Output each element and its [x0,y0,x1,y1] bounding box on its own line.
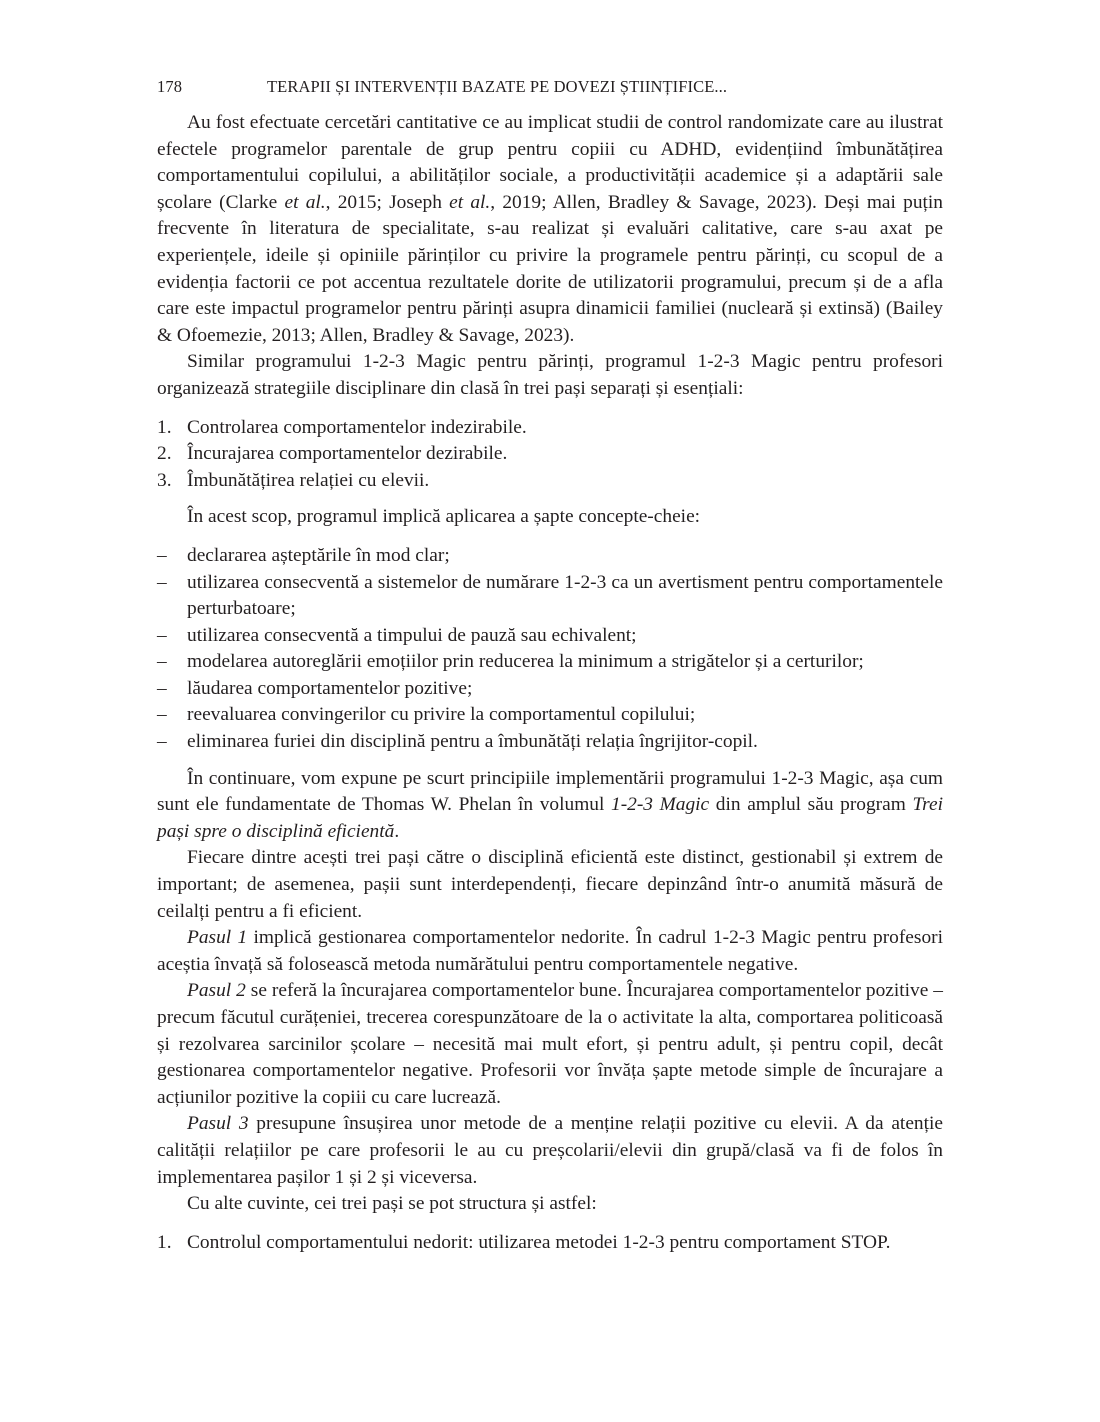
dash-marker: – [157,704,167,726]
list-item-text: reevaluarea convingerilor cu privire la comportamentul copilului; [187,704,696,726]
list-item [157,415,943,442]
book-title: 1-2-3 Magic [611,794,710,816]
running-header [157,74,943,100]
paragraph-steps-distinct: Fiecare dintre acești trei pași către o disciplină eficientă este distinct, gestionabil și extrem de important; de asemenea, pașii sunt interdependenți, fiecare depinzând într-o anumită măsură de ceilalți pentru a fi eficient. [157,847,943,922]
steps-list [157,415,943,495]
list-marker: 2. [157,443,172,465]
list-item-text: Îmbunătățirea relației cu elevii. [187,469,430,491]
list-marker: 1. [157,1231,172,1253]
dash-marker: – [157,731,167,753]
paragraph-step-1 [157,925,943,978]
list-item [157,729,943,756]
paragraph-concepts-intro: În acest scop, programul implică aplicarea a șapte concepte-cheie: [187,506,701,528]
text-run: , 2019; Allen, Bradley & Savage, 2023). Deși mai puțin frecvente în literatura de specialitate, s-au realizat și evaluări calitative, care s-au axat pe experiențele, ideile și opiniile părinților cu privire la programele pentru părinți, cu scopul de a evidenția factorii ce pot accentua rezultatele dorite de utilizatorii programului, precum și de a afla care este impactul programelor pentru părinți asupra dinamicii familiei (nucleară și extinsă) (Bailey & Ofoemezie, 2013; Allen, Bradley & Savage, 2023). [157,191,944,346]
paragraph-research [157,110,943,349]
step-label: Pasul 3 [187,1113,249,1135]
list-item-text: declararea așteptările în mod clar; [187,544,450,566]
paragraph-step-2 [157,978,943,1111]
list-item-text: Încurajarea comportamentelor dezirabile. [187,443,508,465]
final-list [157,1230,943,1257]
text-run: din amplul său program [709,794,913,816]
page-number: 178 [157,77,183,96]
program-title: Trei pași spre o disciplină eficientă [157,794,944,842]
list-item [157,676,943,703]
list-item [157,543,943,570]
step-label: Pasul 2 [187,980,246,1002]
text-run: implică gestionarea comportamentelor nedorite. În cadrul 1-2-3 Magic pentru profesori aceștia învață să folosească metoda numărătului pentru comportamentele negative. [157,927,943,975]
book-page [157,74,943,1266]
list-item-text: Controlul comportamentului nedorit: utilizarea metodei 1-2-3 pentru comportament STOP. [187,1231,891,1253]
list-item [157,1230,943,1257]
text-run: , 2015; Joseph [325,191,450,213]
list-marker: 1. [157,416,172,438]
text-run: se referă la încurajarea comportamentelor bune. Încurajarea comportamentelor pozitive – precum făcutul curățeniei, trecerea corespunzătoare de la o activitate la alta, comportarea politicoasă și rezolvarea sarcinilor școlare – necesită mai mult efort, și pentru adult, și pentru copil, decât gestionarea comportamentelor negative. Profesorii vor învăța șapte metode simple de încurajare a acțiunilor pozitive la copiii cu care lucrează. [157,980,944,1108]
text-run: presupune însușirea unor metode de a menține relații pozitive cu elevii. A da atenție calității relațiilor pe care profesorii le au cu preșcolarii/elevii din grupă/clasă va fi de folos în implementarea pașilor 1 și 2 și viceversa. [157,1113,944,1188]
list-item-text: utilizarea consecventă a timpului de pauză sau echivalent; [187,624,637,646]
list-item-text: lăudarea comportamentelor pozitive; [187,677,473,699]
text-run: . [394,820,400,842]
paragraph-summary-intro: Cu alte cuvinte, cei trei pași se pot structura și astfel: [187,1193,597,1215]
italic-run: et al. [284,191,326,213]
dash-marker: – [157,677,167,699]
list-item-text: utilizarea consecventă a sistemelor de numărare 1-2-3 ca un avertisment pentru comportamentele perturbatoare; [187,571,943,620]
list-item [157,623,943,650]
italic-run: et al. [449,191,491,213]
running-title: TERAPII ȘI INTERVENȚII BAZATE PE DOVEZI ȘTIINȚIFICE... [267,77,728,96]
concepts-list [157,543,943,756]
list-item-text: modelarea autoreglării emoțiilor prin reducerea la minimum a strigătelor și a certurilor; [187,651,864,673]
list-item [157,649,943,676]
list-item [157,702,943,729]
paragraph-continuation [157,766,943,846]
list-item [157,468,943,495]
list-marker: 3. [157,469,172,491]
text-run: În continuare, vom expune pe scurt principiile implementării programului 1-2-3 Magic, așa cum sunt ele fundamentate de Thomas W. Phelan în volumul [157,767,943,816]
dash-marker: – [157,651,167,673]
text-run: Au fost efectuate cercetări cantitative ce au implicat studii de control randomizate care au ilustrat efectele programelor parentale de grup pentru copiii cu ADHD, evidențiind îmbunătățirea comportamentului copilului, a abilităților sociale, a productivității academice și a adaptării sale școlare (Clarke [157,112,943,213]
paragraph-step-3 [157,1111,943,1191]
list-item [157,570,943,623]
dash-marker: – [157,544,167,566]
list-item-text: eliminarea furiei din disciplină pentru a îmbunătăți relația îngrijitor-copil. [187,731,758,753]
step-label: Pasul 1 [187,927,248,949]
list-item [157,441,943,468]
dash-marker: – [157,624,167,646]
dash-marker: – [157,571,167,593]
list-item-text: Controlarea comportamentelor indezirabile. [187,416,527,438]
paragraph-similar: Similar programului 1-2-3 Magic pentru părinți, programul 1-2-3 Magic pentru profesori organizează strategiile disciplinare din clasă în trei pași separați și esențiali: [157,351,943,399]
